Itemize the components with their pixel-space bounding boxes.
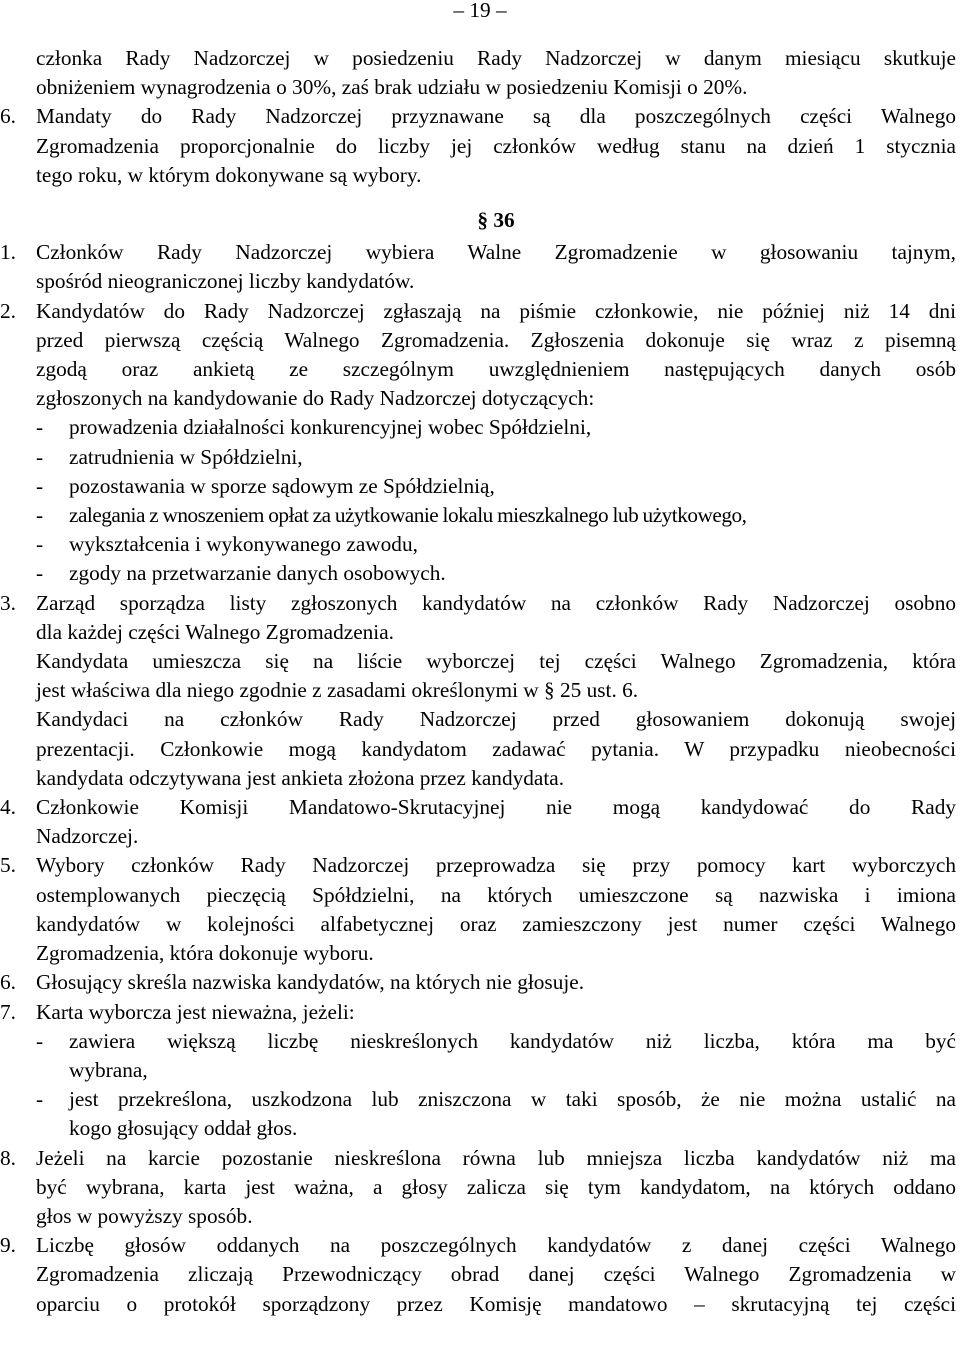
item-line: Kandydaci na członków Rady Nadzorczej przed głosowaniem dokonują swojej — [36, 707, 956, 732]
item-line: kandydata odczytywana jest ankieta złożona przez kandydata. — [36, 765, 565, 790]
list-item — [0, 998, 956, 1144]
item-line: być wybrana, karta jest ważna, a głosy zalicza się tym kandydatom, na których oddano — [36, 1174, 956, 1199]
item-line: Zgromadzenia proporcjonalnie do liczby jej członków według stanu na dzień 1 stycznia — [36, 133, 956, 158]
item-line: Zarząd sporządza listy zgłoszonych kandydatów na członków Rady Nadzorczej osobno — [36, 590, 956, 615]
item-number: 5. — [0, 853, 16, 878]
bullet-text: prowadzenia działalności konkurencyjnej wobec Spółdzielni, — [69, 415, 592, 440]
item-line: jest właściwa dla niego zgodnie z zasadami określonymi w § 25 ust. 6. — [36, 678, 639, 703]
item-line: dla każdej części Walnego Zgromadzenia. — [36, 619, 394, 644]
item-line: Karta wyborcza jest nieważna, jeżeli: — [36, 999, 355, 1024]
list-item — [0, 851, 956, 968]
item-line: Mandaty do Rady Nadzorczej przyznawane są dla poszczególnych części Walnego — [36, 104, 956, 129]
dash-marker: - — [36, 444, 44, 469]
item-line: przed pierwszą częścią Walnego Zgromadzenia. Zgłoszenia dokonuje się wraz z pisemną — [36, 327, 956, 352]
bullet-item — [36, 443, 956, 472]
item-number: 4. — [0, 795, 16, 820]
item-line: Wybory członków Rady Nadzorczej przeprowadza się przy pomocy kart wyborczych — [36, 853, 956, 878]
item-line: Nadzorczej. — [36, 824, 139, 849]
item-line: zgłoszonych na kandydowanie do Rady Nadzorczej dotyczących: — [36, 386, 595, 411]
bullet-text: pozostawania w sporze sądowym ze Spółdzielnią, — [69, 473, 495, 498]
bullet-text: zalegania z wnoszeniem opłat za użytkowanie lokalu mieszkalnego lub użytkowego, — [69, 503, 747, 528]
item-line: Członków Rady Nadzorczej wybiera Walne Zgromadzenie w głosowaniu tajnym, — [36, 240, 956, 265]
item-line: Kandydatów do Rady Nadzorczej zgłaszają na piśmie członkowie, nie później niż 14 dni — [36, 298, 956, 323]
item-line: Zgromadzenia zliczają Przewodniczący obrad danej części Walnego Zgromadzenia w — [36, 1262, 956, 1287]
bullet-item — [36, 530, 956, 559]
item-line: spośród nieograniczonej liczby kandydatów. — [36, 269, 415, 294]
bullet-text: zawiera większą liczbę nieskreślonych kandydatów niż liczba, która ma być — [69, 1028, 956, 1053]
dash-marker: - — [36, 1087, 44, 1112]
item-line: Liczbę głosów oddanych na poszczególnych kandydatów z danej części Walnego — [36, 1233, 956, 1258]
section-heading: § 36 — [477, 208, 515, 233]
bullet-text: jest przekreślona, uszkodzona lub zniszczona w taki sposób, że nie można ustalić na — [69, 1087, 956, 1112]
dash-marker: - — [36, 561, 44, 586]
item-line: zgodą oraz ankietą ze szczególnym uwzględnieniem następujących danych osób — [36, 357, 956, 382]
bullet-item — [36, 413, 956, 442]
bullet-item — [36, 1085, 956, 1143]
list-item — [0, 102, 956, 190]
dash-marker: - — [36, 473, 44, 498]
item-number: 7. — [0, 999, 16, 1024]
list-item — [0, 968, 956, 997]
bullet-text: zgody na przetwarzanie danych osobowych. — [69, 561, 446, 586]
item-line: Zgromadzenia, która dokonuje wyboru. — [36, 941, 374, 966]
list-item — [0, 1144, 956, 1232]
page-number: – 19 – — [453, 0, 507, 22]
item-line: Członkowie Komisji Mandatowo-Skrutacyjnej nie mogą kandydować do Rady — [36, 795, 956, 820]
item-number: 6. — [0, 104, 16, 129]
dash-marker: - — [36, 415, 44, 440]
item-line: Jeżeli na karcie pozostanie nieskreślona równa lub mniejsza liczba kandydatów niż ma — [36, 1145, 956, 1170]
paragraph-line: obniżeniem wynagrodzenia o 30%, zaś brak udziału w posiedzeniu Komisji o 20%. — [36, 75, 748, 100]
bullet-item — [36, 1027, 956, 1085]
item-line: Kandydata umieszcza się na liście wyborczej tej części Walnego Zgromadzenia, która — [36, 649, 956, 674]
list-item — [0, 1231, 956, 1319]
dash-marker: - — [36, 503, 44, 528]
dash-marker: - — [36, 1028, 44, 1053]
list-item — [0, 793, 956, 851]
item-number: 2. — [0, 298, 16, 323]
bullet-text: zatrudnienia w Spółdzielni, — [69, 444, 303, 469]
item-line: prezentacji. Członkowie mogą kandydatom zadawać pytania. W przypadku nieobecności — [36, 736, 956, 761]
list-item — [0, 589, 956, 793]
item-number: 9. — [0, 1233, 16, 1258]
item-line: Głosujący skreśla nazwiska kandydatów, na których nie głosuje. — [36, 970, 585, 995]
bullet-item — [36, 501, 956, 530]
bullet-text: wykształcenia i wykonywanego zawodu, — [69, 532, 418, 557]
item-line: oparciu o protokół sporządzony przez Komisję mandatowo – skrutacyjną tej części — [36, 1291, 956, 1316]
paragraph-line: członka Rady Nadzorczej w posiedzeniu Rady Nadzorczej w danym miesiącu skutkuje — [36, 46, 956, 70]
item-line: głos w powyższy sposób. — [36, 1203, 253, 1228]
item-number: 6. — [0, 970, 16, 995]
document-body — [0, 44, 956, 1319]
bullet-text: wybrana, — [69, 1057, 148, 1082]
item-line: tego roku, w którym dokonywane są wybory. — [36, 162, 422, 187]
dash-marker: - — [36, 532, 44, 557]
item-number: 1. — [0, 240, 16, 265]
item-line: kandydatów w kolejności alfabetycznej oraz zamieszczony jest numer części Walnego — [36, 911, 956, 936]
list-item — [0, 238, 956, 296]
bullet-item — [36, 559, 956, 588]
item-line: ostemplowanych pieczęcią Spółdzielni, na których umieszczone są nazwiska i imiona — [36, 882, 956, 907]
list-item — [0, 297, 956, 589]
item-number: 3. — [0, 590, 16, 615]
bullet-item — [36, 472, 956, 501]
bullet-text: kogo głosujący oddał głos. — [69, 1116, 298, 1141]
item-number: 8. — [0, 1145, 16, 1170]
